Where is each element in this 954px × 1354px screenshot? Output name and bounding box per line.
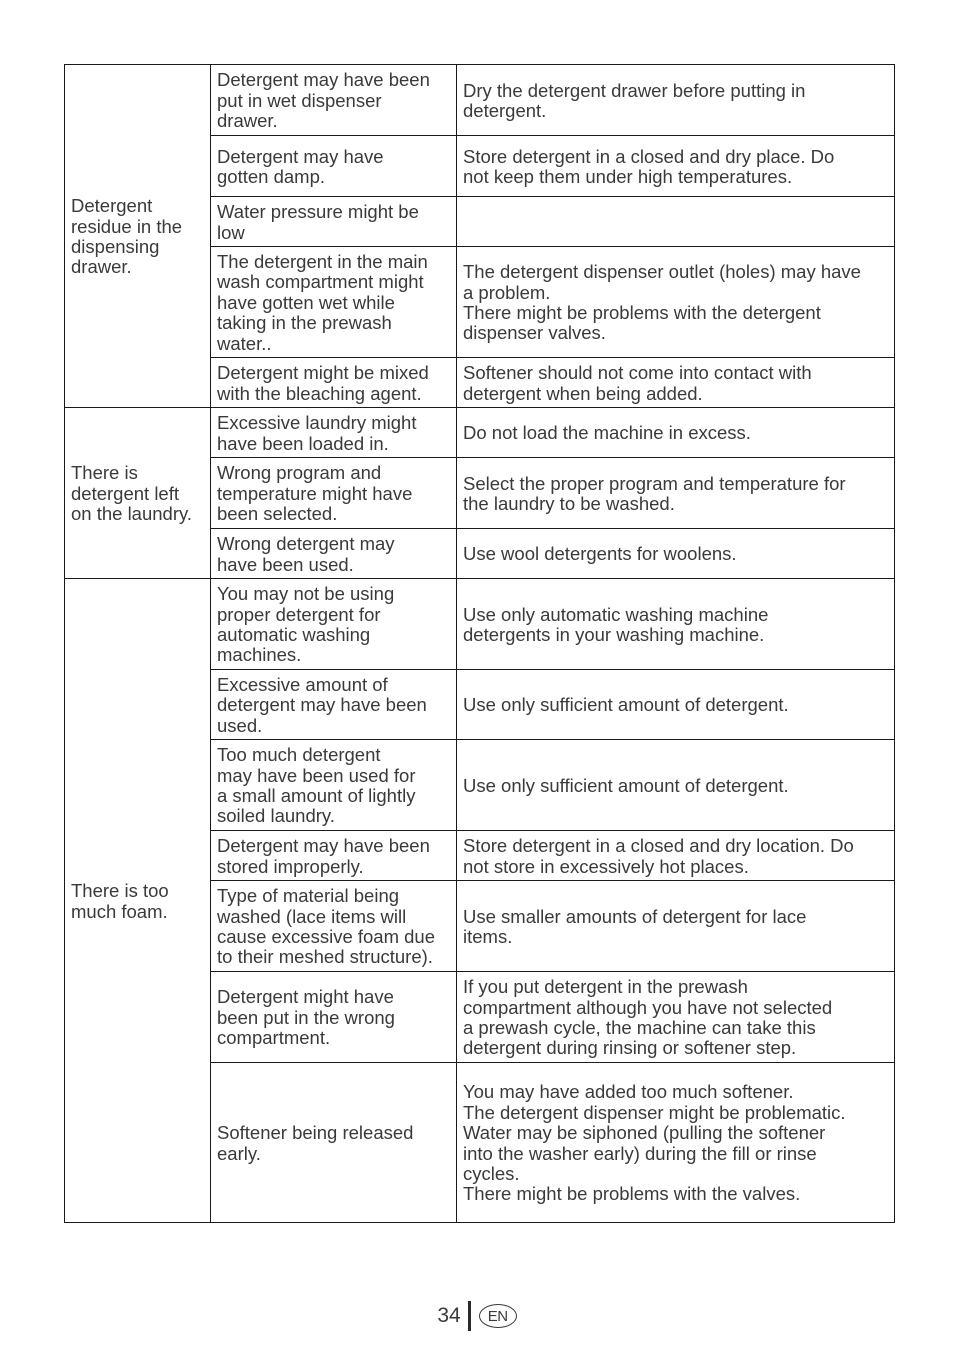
- cause-cell: Detergent might be mixed with the bleaching agent.: [211, 358, 457, 408]
- solution-cell: Use only sufficient amount of detergent.: [457, 670, 895, 740]
- cause-cell: Too much detergent may have been used for a small amount of lightly soiled laundry.: [211, 740, 457, 831]
- cause-cell: Detergent may have been put in wet dispenser drawer.: [211, 65, 457, 136]
- cause-cell: Type of material being washed (lace items will cause excessive foam due to their meshed structure).: [211, 881, 457, 972]
- problem-cell: There is detergent left on the laundry.: [65, 408, 211, 579]
- solution-cell: [457, 197, 895, 247]
- troubleshooting-table: [64, 64, 895, 1223]
- language-badge: EN: [479, 1304, 517, 1328]
- solution-cell: Use only automatic washing machine detergents in your washing machine.: [457, 579, 895, 670]
- cause-cell: Softener being released early.: [211, 1063, 457, 1223]
- page-footer: [0, 1301, 954, 1331]
- footer-divider: [468, 1301, 471, 1331]
- cause-cell: Water pressure might be low: [211, 197, 457, 247]
- solution-cell: Store detergent in a closed and dry place. Do not keep them under high temperatures.: [457, 136, 895, 197]
- solution-cell: The detergent dispenser outlet (holes) may have a problem. There might be problems with the detergent dispenser valves.: [457, 247, 895, 358]
- cause-cell: Detergent might have been put in the wrong compartment.: [211, 972, 457, 1063]
- cause-cell: Excessive amount of detergent may have been used.: [211, 670, 457, 740]
- solution-cell: Use only sufficient amount of detergent.: [457, 740, 895, 831]
- cause-cell: You may not be using proper detergent for automatic washing machines.: [211, 579, 457, 670]
- cause-cell: The detergent in the main wash compartment might have gotten wet while taking in the prewash water..: [211, 247, 457, 358]
- solution-cell: Store detergent in a closed and dry location. Do not store in excessively hot places.: [457, 831, 895, 881]
- table-row: [65, 408, 895, 458]
- cause-cell: Detergent may have gotten damp.: [211, 136, 457, 197]
- page-number: 34: [437, 1304, 461, 1327]
- solution-cell: Select the proper program and temperature for the laundry to be washed.: [457, 458, 895, 529]
- cause-cell: Detergent may have been stored improperly.: [211, 831, 457, 881]
- solution-cell: You may have added too much softener. The detergent dispenser might be problematic. Water may be siphoned (pulling the softener into the washer early) during the fill or rinse cycles. There might be problems with the valves.: [457, 1063, 895, 1223]
- solution-cell: If you put detergent in the prewash compartment although you have not selected a prewash cycle, the machine can take this detergent during rinsing or softener step.: [457, 972, 895, 1063]
- solution-cell: Do not load the machine in excess.: [457, 408, 895, 458]
- problem-cell: Detergent residue in the dispensing drawer.: [65, 65, 211, 408]
- table-row: [65, 65, 895, 136]
- cause-cell: Wrong detergent may have been used.: [211, 529, 457, 579]
- table-row: [65, 579, 895, 670]
- solution-cell: Use wool detergents for woolens.: [457, 529, 895, 579]
- problem-cell: There is too much foam.: [65, 579, 211, 1223]
- cause-cell: Excessive laundry might have been loaded in.: [211, 408, 457, 458]
- solution-cell: Softener should not come into contact with detergent when being added.: [457, 358, 895, 408]
- cause-cell: Wrong program and temperature might have been selected.: [211, 458, 457, 529]
- solution-cell: Use smaller amounts of detergent for lace items.: [457, 881, 895, 972]
- solution-cell: Dry the detergent drawer before putting in detergent.: [457, 65, 895, 136]
